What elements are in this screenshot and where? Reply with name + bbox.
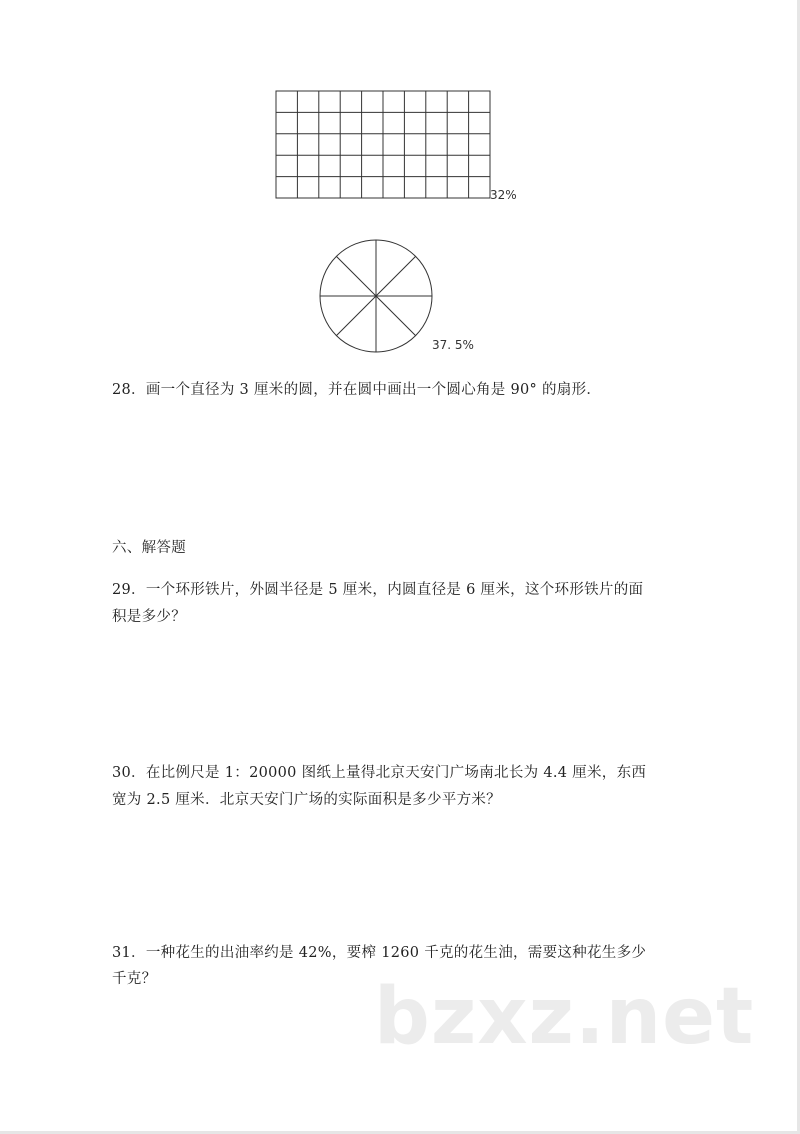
circle-sector-line xyxy=(336,256,376,296)
question-30-line-2: 宽为 2.5 厘米．北京天安门广场的实际面积是多少平方米？ xyxy=(112,792,501,808)
circle-sector-line xyxy=(376,296,416,336)
circle-sector-line xyxy=(376,256,416,296)
grid-percent-label: 32% xyxy=(490,188,517,202)
question-29-line-1: 29．一个环形铁片，外圆半径是 5 厘米，内圆直径是 6 厘米，这个环形铁片的面 xyxy=(112,582,644,598)
circle-sector-line xyxy=(336,296,376,336)
question-28: 28．画一个直径为 3 厘米的圆，并在圆中画出一个圆心角是 90° 的扇形． xyxy=(112,382,602,398)
grid-figure xyxy=(275,90,493,202)
question-31-line-2: 千克？ xyxy=(112,971,157,987)
circle-percent-label: 37. 5% xyxy=(432,338,474,352)
question-29-line-2: 积是多少？ xyxy=(112,609,186,625)
circle-figure xyxy=(318,238,434,354)
watermark: bzxz.net xyxy=(374,972,755,1062)
question-31-line-1: 31．一种花生的出油率约是 42%，要榨 1260 千克的花生油，需要这种花生多少 xyxy=(112,945,647,961)
section-title: 六、解答题 xyxy=(112,540,186,556)
question-30-line-1: 30．在比例尺是 1：20000 图纸上量得北京天安门广场南北长为 4.4 厘米，东西 xyxy=(112,765,647,781)
